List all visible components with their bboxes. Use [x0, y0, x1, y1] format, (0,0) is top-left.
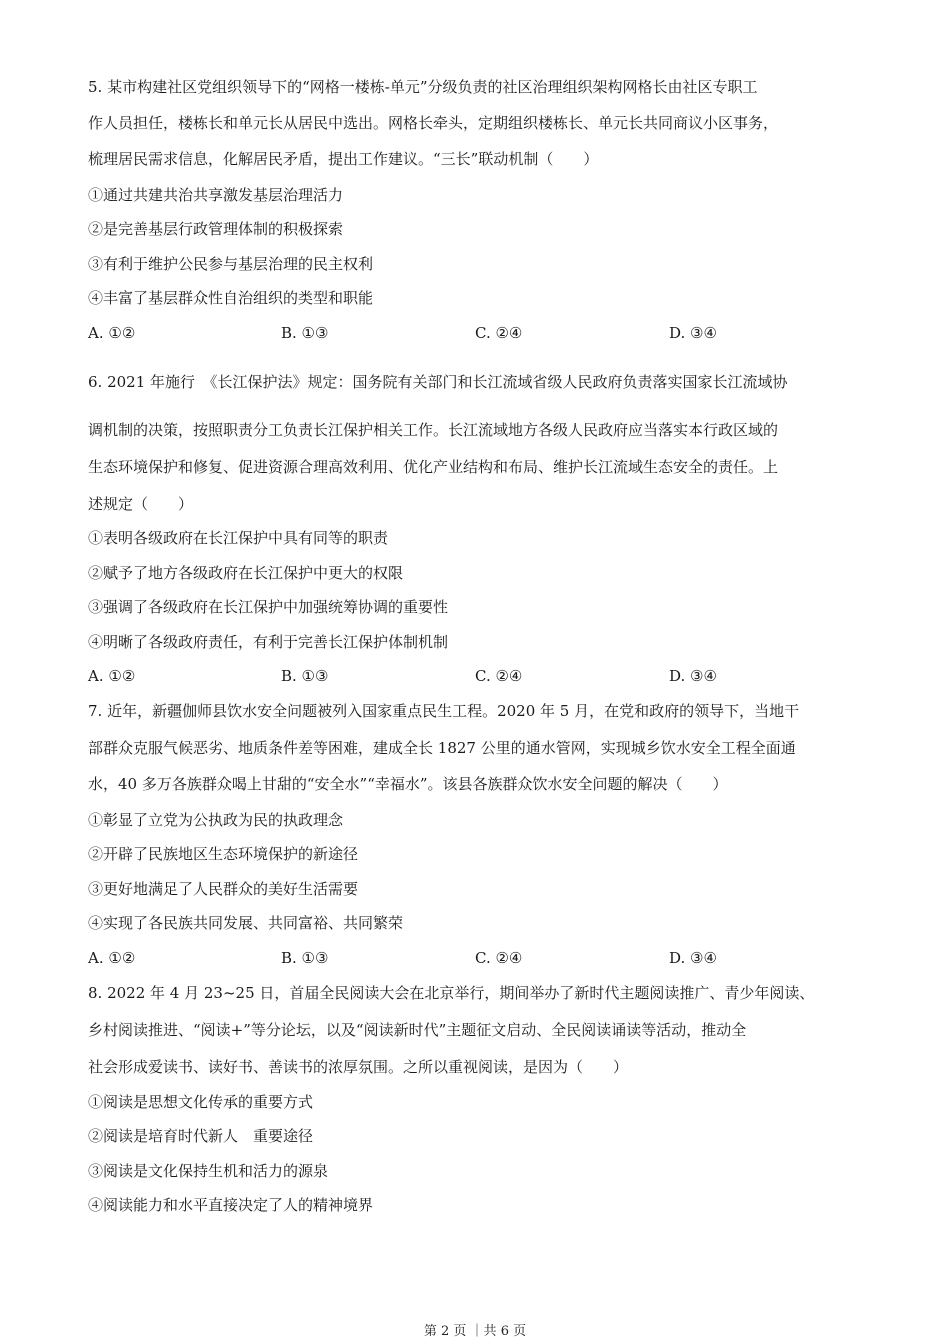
statement-item: ④阅读能力和水平直接决定了人的精神境界 [88, 1196, 374, 1214]
question-stem-line: 生态环境保护和修复、促进资源合理高效利用、优化产业结构和布局、维护长江流域生态安全的责任。上 [88, 458, 779, 476]
question-stem-line: 5. 某市构建社区党组织领导下的“网格一楼栋-单元”分级负责的社区治理组织架构网格长由社区专职工 [88, 78, 758, 96]
option-c: C. ②④ [475, 949, 523, 967]
statement-item: ①表明各级政府在长江保护中具有同等的职责 [88, 529, 389, 547]
statement-item: ①阅读是思想文化传承的重要方式 [88, 1093, 314, 1111]
statement-item: ④丰富了基层群众性自治组织的类型和职能 [88, 289, 374, 307]
question-stem-line: 7. 近年，新疆伽师县饮水安全问题被列入国家重点民生工程。2020 年 5 月，在党和政府的领导下，当地干 [88, 702, 800, 720]
statement-item: ④明晰了各级政府责任，有利于完善长江保护体制机制 [88, 633, 449, 651]
question-stem-line: 部群众克服气候恶劣、地质条件差等困难，建成全长 1827 公里的通水管网，实现城乡饮水安全工程全面通 [88, 739, 796, 757]
statement-item: ②开辟了民族地区生态环境保护的新途径 [88, 845, 359, 863]
statement-item: ③有利于维护公民参与基层治理的民主权利 [88, 255, 374, 273]
option-d: D. ③④ [669, 949, 717, 967]
statement-item: ③阅读是文化保持生机和活力的源泉 [88, 1162, 329, 1180]
statement-item: ③更好地满足了人民群众的美好生活需要 [88, 880, 359, 898]
option-b: B. ①③ [281, 324, 329, 342]
question-stem-line: 作人员担任，楼栋长和单元长从居民中选出。网格长牵头，定期组织楼栋长、单元长共同商议小区事务， [88, 114, 779, 132]
option-c: C. ②④ [475, 667, 523, 685]
option-a: A. ①② [88, 949, 136, 967]
question-stem-line: 6. 2021 年施行 《长江保护法》规定：国务院有关部门和长江流域省级人民政府负责落实国家长江流域协 [88, 373, 788, 391]
option-d: D. ③④ [669, 667, 717, 685]
question-stem-line: 8. 2022 年 4 月 23~25 日，首届全民阅读大会在北京举行，期间举办了新时代主题阅读推广、青少年阅读、 [88, 984, 815, 1002]
question-stem-line: 水，40 多万各族群众喝上甘甜的“安全水”“幸福水”。该县各族群众饮水安全问题的解决（ ） [88, 775, 728, 793]
statement-item: ②阅读是培育时代新人 重要途径 [88, 1127, 314, 1145]
question-stem-line: 社会形成爱读书、读好书、善读书的浓厚氛围。之所以重视阅读，是因为（ ） [88, 1058, 629, 1076]
option-a: A. ①② [88, 324, 136, 342]
question-stem-line: 梳理居民需求信息，化解居民矛盾，提出工作建议。“三长”联动机制（ ） [88, 150, 599, 168]
option-b: B. ①③ [281, 667, 329, 685]
question-stem-line: 述规定（ ） [88, 495, 194, 513]
statement-item: ①通过共建共治共享激发基层治理活力 [88, 186, 344, 204]
option-a: A. ①② [88, 667, 136, 685]
question-stem-line: 调机制的决策，按照职责分工负责长江保护相关工作。长江流域地方各级人民政府应当落实本行政区域的 [88, 421, 779, 439]
page-footer: 第 2 页 ｜共 6 页 [423, 1324, 527, 1339]
statement-item: ②是完善基层行政管理体制的积极探索 [88, 220, 344, 238]
statement-item: ②赋予了地方各级政府在长江保护中更大的权限 [88, 564, 404, 582]
option-c: C. ②④ [475, 324, 523, 342]
option-b: B. ①③ [281, 949, 329, 967]
statement-item: ①彰显了立党为公执政为民的执政理念 [88, 811, 344, 829]
option-d: D. ③④ [669, 324, 717, 342]
statement-item: ④实现了各民族共同发展、共同富裕、共同繁荣 [88, 914, 404, 932]
question-stem-line: 乡村阅读推进、“阅读+”等分论坛，以及“阅读新时代”主题征文启动、全民阅读诵读等活动，推动全 [88, 1021, 747, 1039]
statement-item: ③强调了各级政府在长江保护中加强统筹协调的重要性 [88, 598, 449, 616]
